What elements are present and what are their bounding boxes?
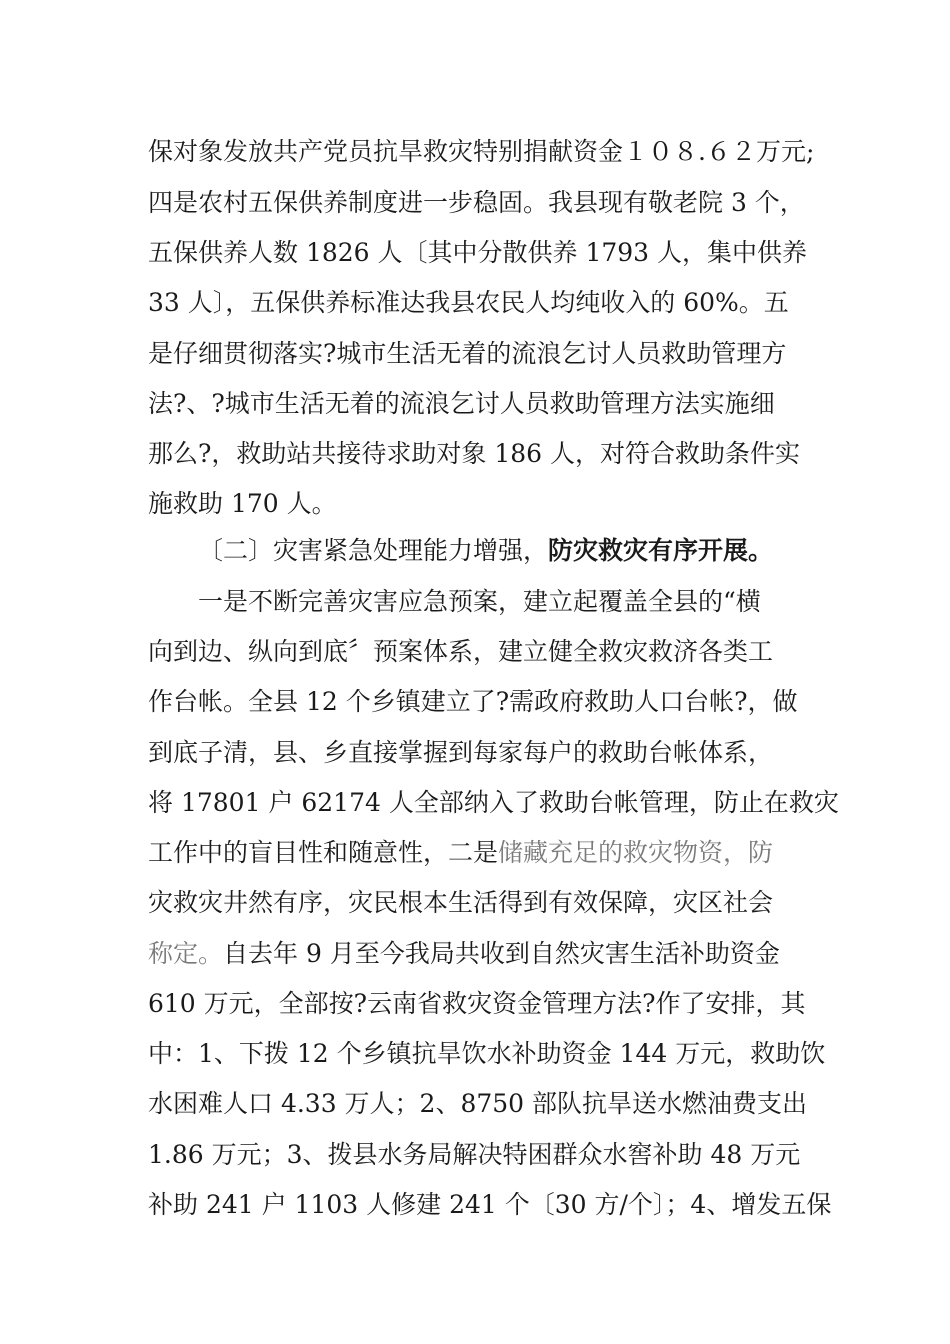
text-line — [148, 783, 839, 823]
text-line — [148, 1084, 807, 1124]
text-line — [148, 334, 786, 374]
text-line — [148, 1034, 825, 1074]
text-line — [148, 733, 773, 773]
text-run: 补助 241 户 1103 人修建 241 个〔30 方/个〕；4、增发五保 — [148, 1190, 832, 1219]
text-line — [148, 1185, 831, 1225]
text-run: 自去年 9 月至今我局共收到自然灾害生活补助资金 — [223, 939, 780, 968]
text-line — [148, 233, 807, 273]
paragraph-first-line — [198, 582, 761, 622]
text-run: 四是农村五保供养制度进一步稳固。我县现有敬老院 3 个， — [148, 188, 805, 217]
text-line — [148, 1135, 800, 1175]
text-run: 中：1、下拨 12 个乡镇抗旱饮水补助资金 144 万元，救助饮 — [148, 1039, 826, 1068]
text-run: 作台帐。全县 12 个乡镇建立了?需政府救助人口台帐?，做 — [148, 687, 798, 716]
text-run: 那么?，救助站共接待求助对象 186 人，对符合救助条件实 — [148, 439, 801, 468]
text-run: 一是不断完善灾害应急预案，建立起覆盖全县的“横 — [198, 587, 761, 616]
heading-bold-text: 防灾救灾有序开展。 — [548, 536, 774, 565]
text-line — [148, 384, 775, 424]
text-line — [148, 283, 789, 323]
text-run: 工作中的盲目性和随意性，二是 — [148, 838, 499, 867]
text-line-gray — [148, 883, 773, 923]
text-run: 施救助 170 人。 — [148, 489, 337, 518]
text-line — [148, 934, 780, 974]
text-run-gray: 灾救灾井然有序，灾民根本生活得到有效保障，灾区社会 — [148, 888, 774, 917]
text-run: 将 17801 户 62174 人全部纳入了救助台帐管理，防止在救灾 — [148, 788, 839, 817]
text-line — [148, 434, 800, 474]
text-run: 1.86 万元；3、拨县水务局解决特困群众水窖补助 48 万元 — [148, 1140, 801, 1169]
text-line — [148, 632, 773, 672]
text-run: 610 万元，全部按?云南省救灾资金管理方法?作了安排，其 — [148, 989, 806, 1018]
text-line — [148, 682, 798, 722]
text-run: 向到边、纵向到底〞预案体系，建立健全救灾救济各类工 — [148, 637, 774, 666]
text-run-gray: 称定。 — [148, 939, 224, 968]
text-run: 是仔细贯彻落实?城市生活无着的流浪乞讨人员救助管理方 — [148, 339, 787, 368]
text-run: 水困难人口 4.33 万人；2、8750 部队抗旱送水燃油费支出 — [148, 1089, 808, 1118]
text-line — [148, 833, 773, 873]
text-line — [148, 183, 805, 223]
text-line — [148, 484, 337, 524]
text-line — [148, 984, 805, 1024]
text-line — [148, 132, 814, 172]
text-run: 法?、?城市生活无着的流浪乞讨人员救助管理方法实施细 — [148, 389, 775, 418]
text-run-gray: 储藏充足的救灾物资，防 — [498, 838, 774, 867]
section-heading — [198, 531, 773, 571]
heading-text: 〔二〕灾害紧急处理能力增强， — [198, 536, 549, 565]
text-run: 五保供养人数 1826 人〔其中分散供养 1793 人，集中供养 — [148, 238, 808, 267]
text-run: 到底子清，县、乡直接掌握到每家每户的救助台帐体系， — [148, 738, 774, 767]
text-run: 保对象发放共产党员抗旱救灾特别捐献资金１０８.６２万元; — [148, 137, 815, 166]
text-run: 33 人〕，五保供养标准达我县农民人均纯收入的 60%。五 — [148, 288, 789, 317]
